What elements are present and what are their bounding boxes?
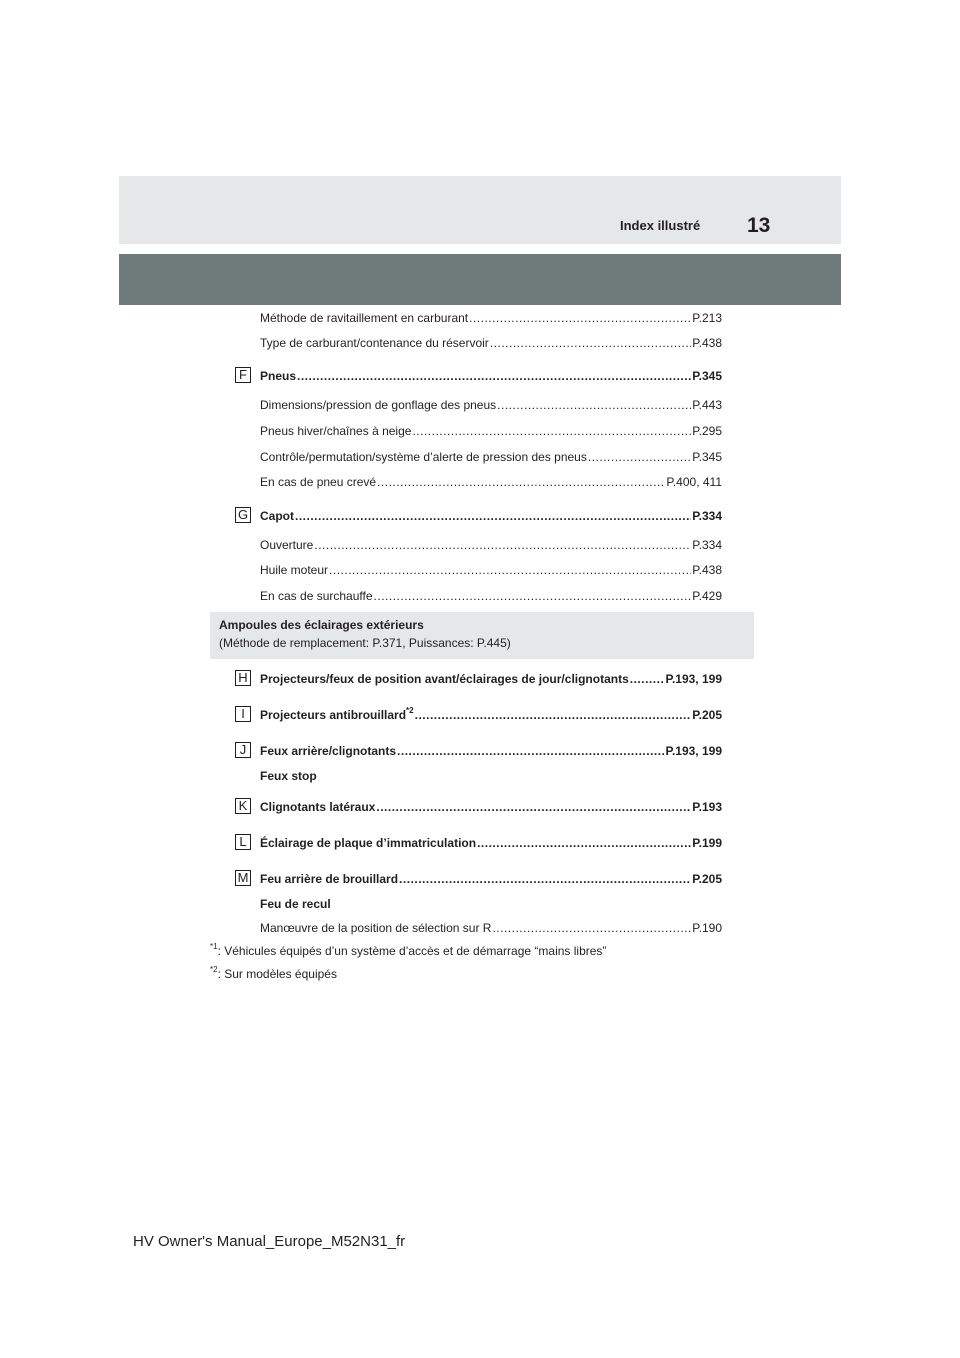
entry-page-ref: P.205 [692, 708, 722, 722]
entry-label: En cas de pneu crevé [260, 475, 377, 489]
entry-page-ref: P.199 [692, 836, 722, 850]
index-entry [260, 335, 722, 351]
index-entry [260, 449, 722, 465]
index-entry-main [260, 671, 722, 687]
header-band [119, 176, 841, 244]
entry-page-ref: P.193, 199 [665, 672, 722, 686]
footnote-mark: *2 [210, 965, 218, 974]
info-box [210, 612, 754, 659]
entry-label: Feu arrière de brouillard [260, 872, 399, 886]
key-letter-badge: I [235, 706, 251, 722]
index-entry [260, 474, 722, 490]
key-letter-badge: L [235, 834, 251, 850]
entry-page-ref: P.193 [692, 800, 722, 814]
footnote-ref: *2 [406, 706, 414, 715]
info-box-title: Ampoules des éclairages extérieurs [219, 618, 424, 632]
entry-label: Projecteurs/feux de position avant/éclairages de jour/clignotants [260, 672, 629, 686]
index-entry-main [260, 871, 722, 887]
key-letter-badge: M [235, 870, 251, 886]
entry-label: Huile moteur [260, 563, 329, 577]
entry-page-ref: P.213 [692, 311, 722, 325]
entry-page-ref: P.193, 199 [665, 744, 722, 758]
entry-page-ref: P.295 [692, 424, 722, 438]
index-entry [260, 588, 722, 604]
entry-page-ref: P.400, 411 [666, 475, 722, 489]
index-entry [260, 397, 722, 413]
footnote [210, 966, 337, 982]
entry-label: Pneus hiver/chaînes à neige [260, 424, 412, 438]
index-entry [260, 562, 722, 578]
entry-label: Éclairage de plaque d’immatriculation [260, 836, 477, 850]
entry-sub-label: Feux stop [260, 769, 317, 783]
index-entry-main [260, 368, 722, 384]
entry-label: Capot [260, 509, 294, 523]
index-entry-main [260, 743, 722, 759]
section-title: Index illustré [620, 218, 701, 233]
key-letter-badge: K [235, 798, 251, 814]
entry-label: Feux arrière/clignotants [260, 744, 397, 758]
key-letter-badge: F [235, 367, 251, 383]
page-number: 13 [747, 214, 771, 237]
key-letter-badge: G [235, 507, 251, 523]
entry-page-ref: P.190 [692, 921, 722, 935]
entry-label: En cas de surchauffe [260, 589, 373, 603]
entry-page-ref: P.438 [692, 336, 722, 350]
key-letter-badge: J [235, 742, 251, 758]
index-entry-main [260, 508, 722, 524]
footnote-text: : Véhicules équipés d’un système d’accès et de démarrage “mains libres” [217, 944, 607, 958]
entry-label: Pneus [260, 369, 297, 383]
index-entry [260, 537, 722, 553]
header-dark-band [119, 254, 841, 305]
entry-label: Ouverture [260, 538, 314, 552]
entry-page-ref: P.334 [692, 509, 722, 523]
entry-label: Dimensions/pression de gonflage des pneus [260, 398, 497, 412]
entry-label: Type de carburant/contenance du réservoir [260, 336, 489, 350]
footnote-mark: *1 [210, 942, 218, 951]
entry-label: Méthode de ravitaillement en carburant [260, 311, 469, 325]
entry-label: Manœuvre de la position de sélection sur R [260, 921, 492, 935]
index-entry [260, 920, 722, 936]
entry-sub-label: Feu de recul [260, 897, 331, 911]
footnote [210, 943, 606, 959]
index-entry-main [260, 835, 722, 851]
index-entry [260, 423, 722, 439]
entry-label: Clignotants latéraux [260, 800, 376, 814]
key-letter-badge: H [235, 670, 251, 686]
footnote-text: : Sur modèles équipés [217, 967, 337, 981]
index-entry-main [260, 799, 722, 815]
entry-page-ref: P.205 [692, 872, 722, 886]
entry-label: Contrôle/permutation/système d’alerte de pression des pneus [260, 450, 587, 464]
entry-page-ref: P.443 [692, 398, 722, 412]
entry-page-ref: P.345 [692, 369, 722, 383]
index-entry-main [260, 707, 722, 723]
info-box-text: (Méthode de remplacement: P.371, Puissances: P.445) [219, 636, 511, 650]
manual-name-footer: HV Owner's Manual_Europe_M52N31_fr [133, 1233, 406, 1250]
entry-page-ref: P.438 [692, 563, 722, 577]
entry-label: Projecteurs antibrouillard [260, 708, 407, 722]
entry-page-ref: P.345 [692, 450, 722, 464]
entry-page-ref: P.429 [692, 589, 722, 603]
index-entry [260, 310, 722, 326]
entry-page-ref: P.334 [692, 538, 722, 552]
